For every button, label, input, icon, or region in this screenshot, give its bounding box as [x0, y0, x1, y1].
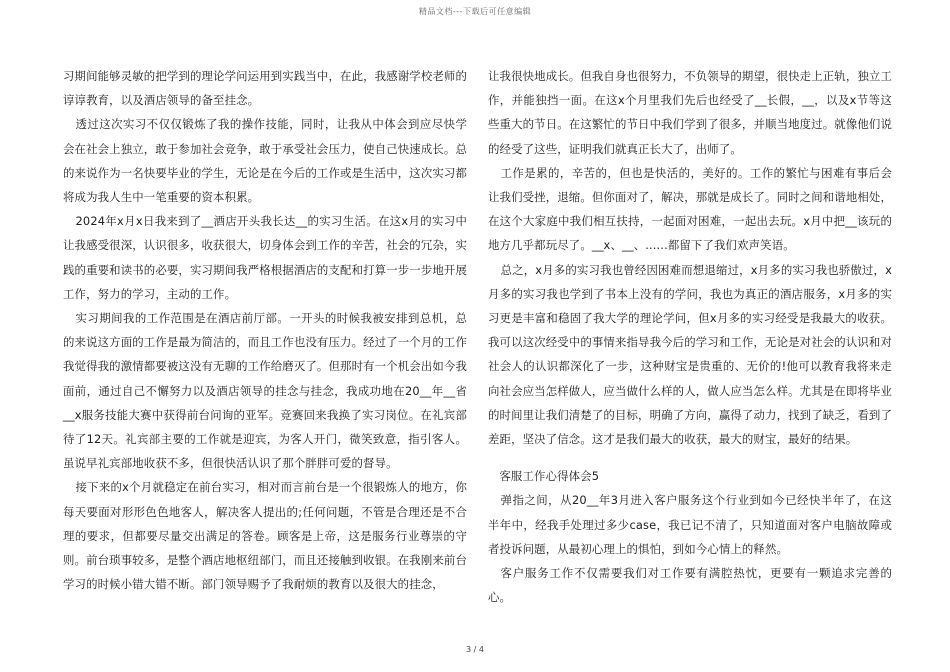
page-header: 精品文档---下载后可任意编辑: [418, 7, 532, 16]
paragraph: 透过这次实习不仅仅锻炼了我的操作技能，同时，让我从中体会到应尽快学会在社会上独立，敢于参加社会竞争，敢于承受社会压力，使自己快速成长。总的来说作为一名快要毕业的学生，无论是在今后的工作或是生活中，这次实习都将成为我人生中一笔重要的资本积累。: [63, 117, 467, 205]
paragraph: 客户服务工作不仅需要我们对工作要有满腔热忱，更要有一颗追求完善的心。: [488, 566, 892, 605]
paragraph: 弹指之间，从20__年3月进入客户服务这个行业到如今已经快半年了，在这半年中，经我手处理过多少case，我已记不清了，只知道面对客户电脑故障或者投诉问题，从最初心理上的惧怕，到如今心情上的释然。: [488, 493, 892, 556]
right-column: [488, 64, 892, 609]
paragraph: 总之，x月多的实习我也曾经因困难而想退缩过，x月多的实习我也骄傲过，x月多的实习我也学到了书本上没有的学问，我也为真正的酒店服务，x月多的实习更是丰富和稳固了我大学的理论学问，但x月多的实习经受是我最大的收获。我可以这次经受中的事情来指导我今后的学习和工作，无论是对社会的认识和对社会人的认识都深化了一步，这种财宝是贵重的、无价的!他可以教育我将来走向社会应当怎样做人，应当做什么样的人，做人应当怎么样。尤其是在即将毕业的时间里让我们清楚了的目标，明确了方向，赢得了动力，找到了缺乏，看到了差距，坚决了信念。这才是我们最大的收获，最大的财宝，最好的结果。: [488, 262, 892, 447]
left-column: [63, 64, 467, 596]
paragraph: 工作是累的，辛苦的，但也是快活的，美好的。工作的繁忙与困难有事后会让我们受挫，退缩。但你面对了，解决，那就是成长了。同时之间和谐地相处，在这个大家庭中我们相互扶持，一起面对困难，一起出去玩。x月中把__该玩的地方几乎都玩尽了。__x、__、......都留下了我们欢声笑语。: [488, 165, 892, 253]
paragraph: 接下来的x个月就稳定在前台实习，相对而言前台是一个很锻炼人的地方，你每天要面对形形色色地客人，解决客人提出的;任何问题，不管是合理还是不合理的要求，但都要尽量交出满足的答卷。顾客是上帝，这是服务行业尊崇的守则。前台琐事较多，是整个酒店地枢纽部门，而且还接触到收银。在我刚来前台学习的时候小错大错不断。部门领导赐予了我耐烦的教育以及很大的挂念，: [63, 480, 467, 592]
paragraph: 让我很快地成长。但我自身也很努力，不负领导的期望，很快走上正轨，独立工作，并能独挡一面。在这x个月里我们先后也经受了__长假，__，以及x节等这些重大的节日。在这繁忙的节日中我们学到了很多，并顺当地度过。就像他们说的经受了这些，证明我们就真正长大了，出师了。: [488, 69, 892, 156]
paragraph: 习期间能够灵敏的把学到的理论学问运用到实践当中，在此，我感谢学校老师的谆谆教育，以及酒店领导的备至挂念。: [63, 69, 467, 108]
paragraph: 2024年x月x日我来到了__酒店开头我长达__的实习生活。在这x月的实习中让我感受很深，认识很多，收获很大，切身体会到工作的辛苦，社会的冗杂，实践的重要和读书的必要，实习期间我严格根据酒店的支配和打算一步一步地开展工作，努力的学习，主动的工作。: [63, 214, 467, 301]
section-title: 客服工作心得体会5: [499, 469, 600, 484]
page-number: 3 / 4: [466, 645, 484, 654]
paragraph: 实习期间我的工作范围是在酒店前厅部。一开头的时候我被安排到总机，总的来说这方面的工作是最为简洁的，而且工作也没有压力。经过了一个月的工作我觉得我的激情都要被这没有无聊的工作给磨灭了。但那时有一个机会出如今我面前，通过自己不懈努力以及酒店领导的挂念与挂念，我成功地在20__年__省__x服务技能大赛中获得前台问询的亚军。竞赛回来我换了实习岗位。在礼宾部待了12天。礼宾部主要的工作就是迎宾，为客人开门，微笑致意，指引客人。虽说早礼宾部地收获不多，但很快活认识了那个胖胖可爱的督导。: [63, 311, 467, 471]
